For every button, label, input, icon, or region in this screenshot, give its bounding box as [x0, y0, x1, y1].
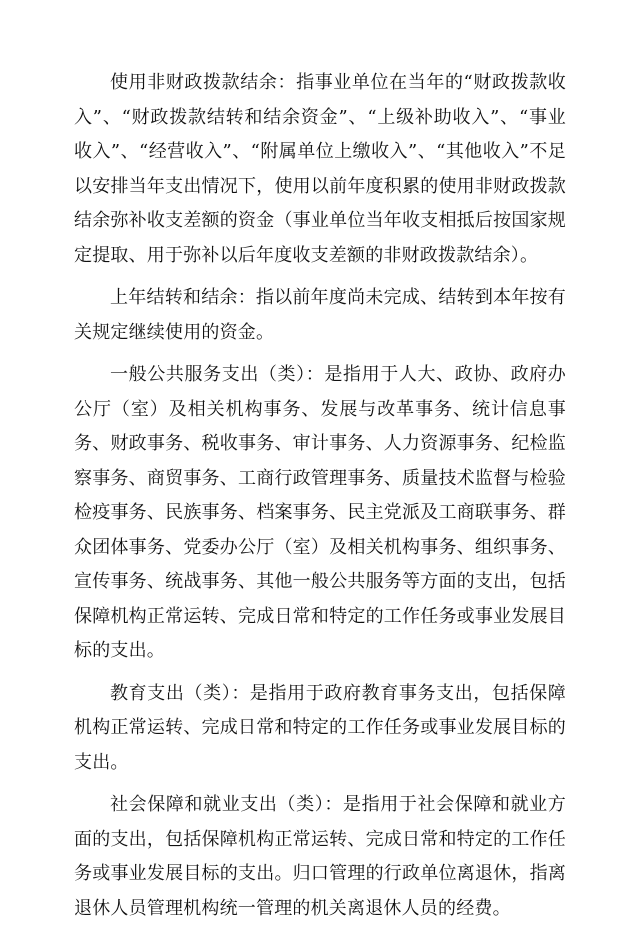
paragraph-general-public-services: 一般公共服务支出（类）：是指用于人大、政协、政府办公厅（室）及相关机构事务、发展与改革事务、统计信息事务、财政事务、税收事务、审计事务、人力资源事务、纪检监察事务、商贸事务、工商行政管理事务、质量技术监督与检验检疫事务、民族事务、档案事务、民主党派及工商联事务、群众团体事务、党委办公厅（室）及相关机构事务、组织事务、宣传事务、统战事务、其他一般公共服务等方面的支出，包括保障机构正常运转、完成日常和特定的工作任务或事业发展目标的支出。	[74, 364, 566, 661]
paragraph-prior-year-carryover: 上年结转和结余：指以前年度尚未完成、结转到本年按有关规定继续使用的资金。	[74, 287, 566, 343]
paragraph-non-fiscal-surplus: 使用非财政拨款结余：指事业单位在当年的“财政拨款收入”、“财政拨款结转和结余资金”、“上级补助收入”、“事业收入”、“经营收入”、“附属单位上缴收入”、“其他收入”不足以安排当年支出情况下，使用以前年度积累的使用非财政拨款结余弥补收支差额的资金（事业单位当年收支相抵后按国家规定提取、用于弥补以后年度收支差额的非财政拨款结余）。	[74, 72, 566, 266]
document-page	[74, 66, 566, 938]
paragraph-education-expenditure: 教育支出（类）：是指用于政府教育事务支出，包括保障机构正常运转、完成日常和特定的工作任务或事业发展目标的支出。	[74, 682, 566, 773]
paragraph-social-security-expenditure: 社会保障和就业支出（类）：是指用于社会保障和就业方面的支出，包括保障机构正常运转、完成日常和特定的工作任务或事业发展目标的支出。归口管理的行政单位离退休，指离退休人员管理机构统一管理的机关离退休人员的经费。	[74, 794, 566, 919]
